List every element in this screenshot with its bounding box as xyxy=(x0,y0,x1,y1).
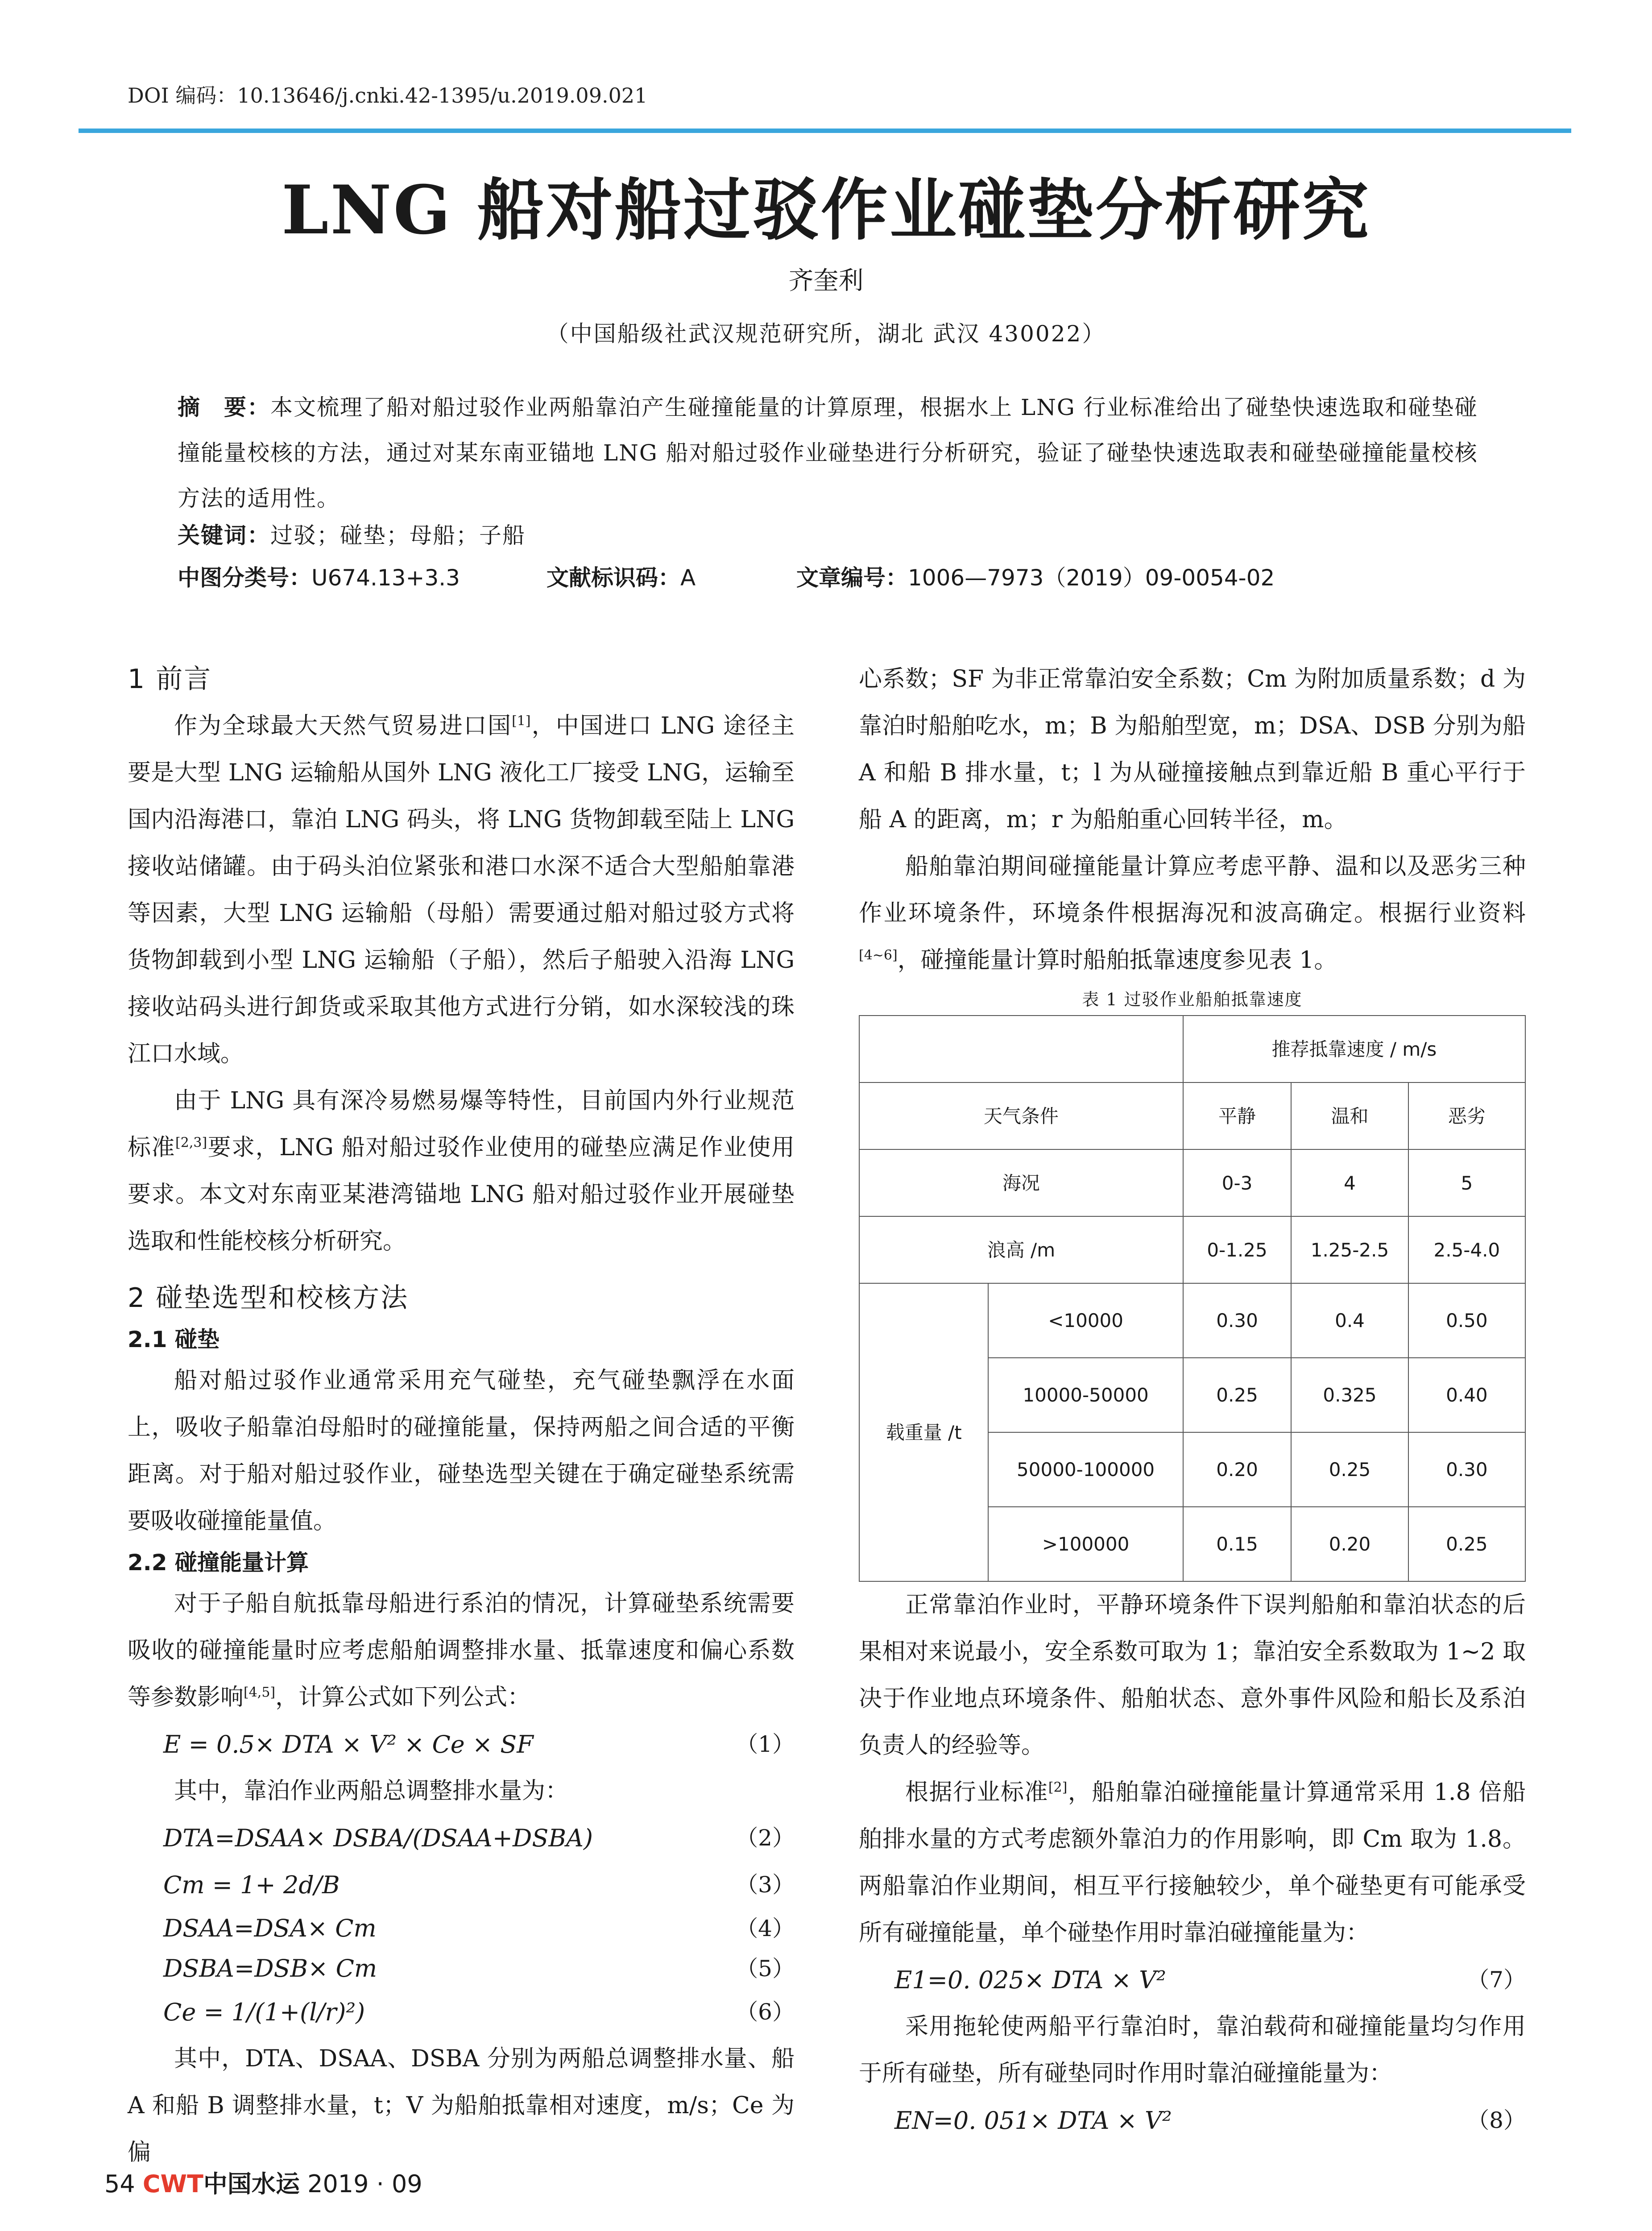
doc-code xyxy=(547,560,696,592)
table-caption: 表 1 过驳作业船舶抵靠速度 xyxy=(1082,990,1303,1009)
paragraph: 其中，靠泊作业两船总调整排水量为： xyxy=(174,1778,569,1804)
table-cell: 0.15 xyxy=(1183,1507,1291,1581)
paragraph xyxy=(859,1769,1526,1957)
abstract xyxy=(178,385,1480,521)
text: ，碰撞能量计算时船舶抵靠速度参见表 1。 xyxy=(897,947,1337,974)
tonnage-range: >100000 xyxy=(988,1507,1183,1581)
equation: DTA=DSAA× DSBA/(DSAA+DSBA) xyxy=(163,1824,593,1852)
table-cell: 0-3 xyxy=(1183,1149,1291,1216)
table-cell: 0.30 xyxy=(1408,1432,1525,1507)
paragraph xyxy=(128,1580,795,1721)
text: 对于子船自航抵靠母船进行系泊的情况，计算碰垫系统需要吸收的碰撞能量时应考虑船舶调整排水量、抵靠速度和偏心系数等参数影响 xyxy=(128,1590,795,1711)
equation-2 xyxy=(128,1815,795,1862)
paragraph: 正常靠泊作业时，平静环境条件下误判船舶和靠泊状态的后果相对来说最小，安全系数可取为 1；靠泊安全系数取为 1~2 取决于作业地点环境条件、船舶状态、意外事件风险和船长及系泊负责人的经验等。 xyxy=(859,1592,1526,1759)
paragraph: 船对船过驳作业通常采用充气碰垫，充气碰垫飘浮在水面上，吸收子船靠泊母船时的碰撞能量，保持两船之间合适的平衡距离。对于船对船过驳作业，碰垫选型关键在于确定碰垫系统需要吸收碰撞能量值。 xyxy=(128,1367,795,1534)
equation-number: （6） xyxy=(736,1999,795,2025)
paragraph: 其中，DTA、DSAA、DSBA 分别为两船总调整排水量、船 A 和船 B 调整排水量，t；V 为船舶抵靠相对速度，m/s；Ce 为偏 xyxy=(128,2045,795,2166)
table-cell: 0.20 xyxy=(1291,1507,1408,1581)
article-label: 文章编号： xyxy=(796,565,908,591)
journal-logo: CWT xyxy=(142,2170,203,2198)
equation: E = 0.5× DTA × V² × Ce × SF xyxy=(163,1730,534,1758)
table-cell: 0.25 xyxy=(1291,1432,1408,1507)
left-column xyxy=(128,656,795,2176)
table-cell: 0.20 xyxy=(1183,1432,1291,1507)
affiliation: （中国船级社武汉规范研究所，湖北 武汉 430022） xyxy=(546,321,1106,347)
text: 要求，LNG 船对船过驳作业使用的碰垫应满足作业使用要求。本文对东南亚某港湾锚地 LNG 船对船过驳作业开展碰垫选取和性能校核分析研究。 xyxy=(128,1134,795,1255)
table-cell: 0.40 xyxy=(1408,1358,1525,1432)
sea-state-label: 海况 xyxy=(859,1149,1183,1216)
clc-label: 中图分类号： xyxy=(178,565,311,591)
equation: E1=0. 025× DTA × V² xyxy=(894,1966,1166,1994)
clc-number xyxy=(178,560,460,592)
paragraph xyxy=(128,1078,795,1265)
tonnage-range: 50000-100000 xyxy=(988,1432,1183,1507)
equation-number: （3） xyxy=(736,1872,795,1898)
tonnage-label: 载重量 /t xyxy=(859,1283,988,1581)
paragraph: 采用拖轮使两船平行靠泊时，靠泊载荷和碰撞能量均匀作用于所有碰垫，所有碰垫同时作用时靠泊碰撞能量为： xyxy=(859,2013,1526,2087)
doc-label: 文献标识码： xyxy=(547,565,680,591)
equation: EN=0. 051× DTA × V² xyxy=(894,2107,1172,2135)
speed-header: 推荐抵靠速度 / m/s xyxy=(1183,1016,1525,1082)
wave-height-label: 浪高 /m xyxy=(859,1216,1183,1283)
equation-number: （5） xyxy=(736,1956,795,1982)
weather-moderate: 温和 xyxy=(1291,1082,1408,1149)
table-corner-cell xyxy=(859,1016,1183,1082)
equation: DSAA=DSA× Cm xyxy=(163,1914,377,1942)
article-number xyxy=(796,560,1275,592)
text: 根据行业标准 xyxy=(905,1779,1048,1806)
text: 船舶靠泊期间碰撞能量计算应考虑平静、温和以及恶劣三种作业环境条件，环境条件根据海况和波高确定。根据行业资料 xyxy=(859,853,1526,927)
equation-5 xyxy=(128,1949,795,1989)
text: ，船舶靠泊碰撞能量计算通常采用 1.8 倍船舶排水量的方式考虑额外靠泊力的作用影响，即 Cm 取为 1.8。两船靠泊作业期间，相互平行接触较少，单个碰垫更有可能承受所有碰撞能量，单个碰垫作用时靠泊碰撞能量为： xyxy=(859,1779,1526,1946)
doi-code: DOI 编码：10.13646/j.cnki.42-1395/u.2019.09.021 xyxy=(128,83,648,108)
citation: [4~6] xyxy=(859,947,898,963)
citation: [2,3] xyxy=(175,1135,207,1151)
paragraph: 心系数；SF 为非正常靠泊安全系数；Cm 为附加质量系数；d 为靠泊时船舶吃水，m；B 为船舶型宽，m；DSA、DSB 分别为船 A 和船 B 排水量，t；l 为从碰撞接触点到靠近船 B 重心平行于船 A 的距离，m；r 为船舶重心回转半径，m。 xyxy=(859,666,1526,833)
abstract-text: 本文梳理了船对船过驳作业两船靠泊产生碰撞能量的计算原理，根据水上 LNG 行业标准给出了碰垫快速选取和碰垫碰撞能量校核的方法，通过对某东南亚锚地 LNG 船对船过驳作业碰垫进行分析研究，验证了碰垫快速选取表和碰垫碰撞能量校核方法的适用性。 xyxy=(178,394,1478,511)
keywords-label: 关键词： xyxy=(178,523,270,548)
header-divider xyxy=(79,129,1571,133)
equation-8 xyxy=(859,2097,1526,2144)
table-cell: 0.30 xyxy=(1183,1283,1291,1358)
section-2-2-heading: 2.2 碰撞能量计算 xyxy=(128,1550,309,1576)
text: ，计算公式如下列公式： xyxy=(275,1684,531,1711)
citation: [4,5] xyxy=(244,1684,276,1700)
equation-7 xyxy=(859,1957,1526,2003)
equation-number: （7） xyxy=(1467,1967,1526,1993)
citation: [1] xyxy=(512,713,531,729)
section-2-1-heading: 2.1 碰垫 xyxy=(128,1327,219,1352)
equation-number: （2） xyxy=(736,1825,795,1851)
equation-number: （8） xyxy=(1467,2107,1526,2133)
article-value: 1006—7973（2019）09-0054-02 xyxy=(908,565,1275,591)
weather-calm: 平静 xyxy=(1183,1082,1291,1149)
weather-label: 天气条件 xyxy=(859,1082,1183,1149)
paper-title: LNG 船对船过驳作业碰垫分析研究 xyxy=(282,171,1370,249)
equation-number: （1） xyxy=(736,1731,795,1757)
table-cell: 4 xyxy=(1291,1149,1408,1216)
equation-4 xyxy=(128,1908,795,1949)
tonnage-range: <10000 xyxy=(988,1283,1183,1358)
section-1-heading: 1 前言 xyxy=(128,663,212,695)
table-cell: 2.5-4.0 xyxy=(1408,1216,1525,1283)
table-cell: 0.4 xyxy=(1291,1283,1408,1358)
journal-issue: 2019 · 09 xyxy=(307,2170,422,2198)
text: 由于 LNG 具有深冷易燃易爆等特性，目前国内外行业规范标准 xyxy=(128,1087,795,1161)
doc-value: A xyxy=(680,565,696,591)
text: 作为全球最大天然气贸易进口国 xyxy=(174,713,512,739)
equation: Cm = 1+ 2d/B xyxy=(163,1871,340,1899)
equation-number: （4） xyxy=(736,1916,795,1941)
clc-value: U674.13+3.3 xyxy=(311,565,460,591)
table-cell: 0.325 xyxy=(1291,1358,1408,1432)
tonnage-range: 10000-50000 xyxy=(988,1358,1183,1432)
section-2-heading: 2 碰垫选型和校核方法 xyxy=(128,1282,409,1314)
text: ，中国进口 LNG 途径主要是大型 LNG 运输船从国外 LNG 液化工厂接受 LNG，运输至国内沿海港口，靠泊 LNG 码头，将 LNG 货物卸载至陆上 LNG 接收站储罐。由于码头泊位紧张和港口水深不适合大型船舶靠港等因素，大型 LNG 运输船（母船）需要通过船对船过驳方式将货物卸载到小型 LNG 运输船（子船），然后子船驶入沿海 LNG 接收站码头进行卸货或采取其他方式进行分销，如水深较浅的珠江口水域。 xyxy=(128,713,795,1067)
paragraph xyxy=(859,843,1526,984)
equation: Ce = 1/(1+(l/r)²) xyxy=(163,1998,365,2026)
equation-6 xyxy=(128,1989,795,2036)
citation: [2] xyxy=(1048,1779,1068,1796)
right-column xyxy=(859,656,1526,2144)
abstract-label: 摘 要： xyxy=(178,394,270,420)
table-cell: 0.50 xyxy=(1408,1283,1525,1358)
paragraph xyxy=(128,703,795,1078)
author: 齐奎利 xyxy=(788,266,864,295)
equation: DSBA=DSB× Cm xyxy=(163,1954,377,1982)
speed-table xyxy=(859,1015,1526,1582)
table-cell: 1.25-2.5 xyxy=(1291,1216,1408,1283)
equation-1 xyxy=(128,1721,795,1768)
table-cell: 0-1.25 xyxy=(1183,1216,1291,1283)
table-cell: 0.25 xyxy=(1183,1358,1291,1432)
weather-severe: 恶劣 xyxy=(1408,1082,1525,1149)
page-number: 54 xyxy=(104,2170,135,2198)
keywords-text: 过驳；碰垫；母船；子船 xyxy=(270,523,526,548)
keywords xyxy=(178,518,526,550)
table-cell: 5 xyxy=(1408,1149,1525,1216)
table-cell: 0.25 xyxy=(1408,1507,1525,1581)
equation-3 xyxy=(128,1862,795,1908)
page-footer xyxy=(104,2165,422,2199)
journal-name: 中国水运 xyxy=(203,2170,300,2198)
